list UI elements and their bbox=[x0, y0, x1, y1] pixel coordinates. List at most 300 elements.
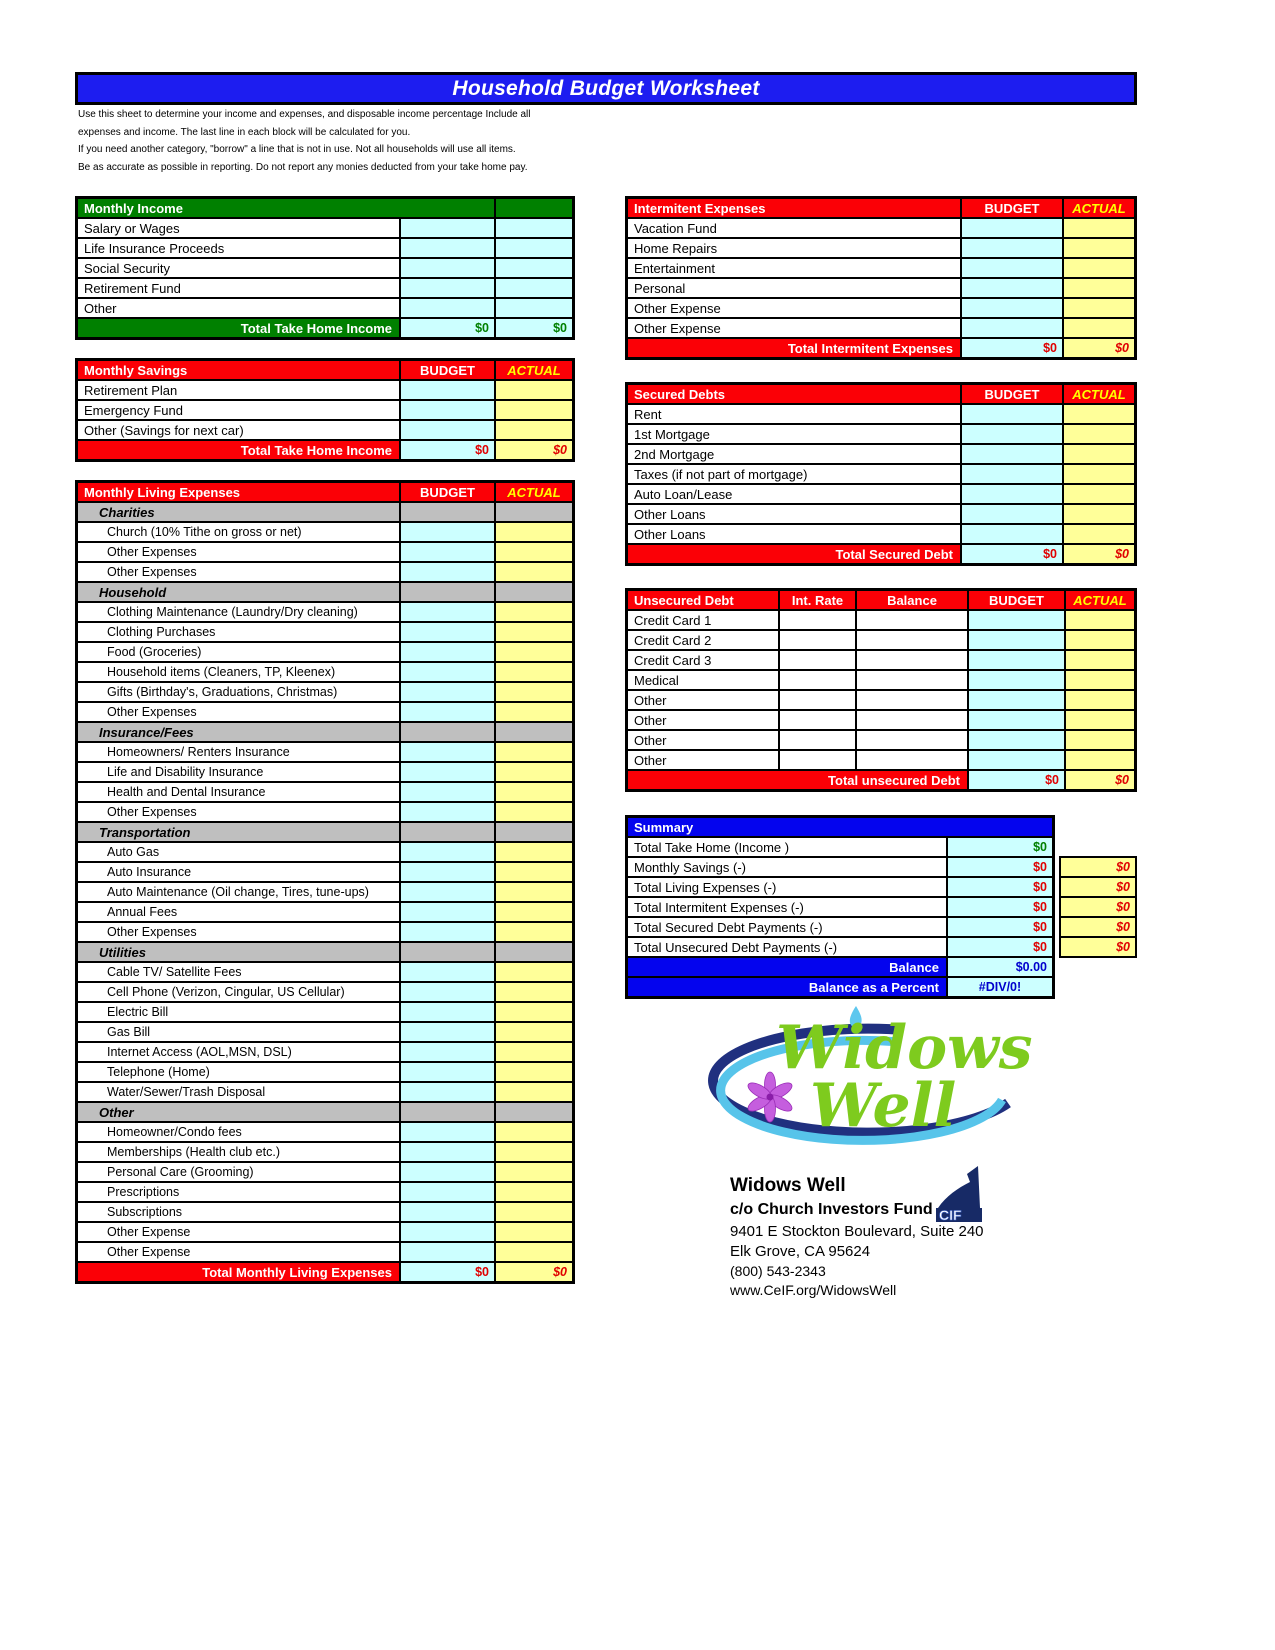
table-row bbox=[78, 883, 572, 901]
actual-input-cell[interactable] bbox=[496, 279, 572, 297]
actual-input-cell[interactable] bbox=[496, 563, 572, 581]
actual-input-cell[interactable] bbox=[496, 1143, 572, 1161]
table-row bbox=[628, 299, 1134, 317]
budget-input-cell[interactable] bbox=[401, 219, 494, 237]
actual-input-cell[interactable] bbox=[496, 783, 572, 801]
actual-input-cell[interactable] bbox=[496, 603, 572, 621]
table-title: Intermitent Expenses bbox=[628, 199, 960, 217]
row-label: Other bbox=[628, 731, 778, 749]
actual-input-cell[interactable] bbox=[1064, 465, 1134, 483]
budget-input-cell[interactable] bbox=[401, 1223, 494, 1241]
widows-well-logo-art bbox=[688, 998, 1032, 1156]
budget-input-cell[interactable] bbox=[969, 691, 1064, 709]
row-label: Other Loans bbox=[628, 505, 960, 523]
summary-table bbox=[625, 815, 1055, 999]
section-budget-cell bbox=[401, 943, 494, 961]
actual-input-cell[interactable] bbox=[496, 1203, 572, 1221]
budget-input-cell[interactable] bbox=[969, 651, 1064, 669]
actual-input-cell[interactable] bbox=[496, 299, 572, 317]
total-actual-value: $0 bbox=[496, 1263, 572, 1281]
budget-input-cell[interactable] bbox=[401, 523, 494, 541]
total-budget-value: $0 bbox=[401, 441, 494, 459]
budget-input-cell[interactable] bbox=[969, 711, 1064, 729]
table-row bbox=[78, 603, 572, 621]
monthly-income-table bbox=[75, 196, 575, 340]
table-row bbox=[78, 1243, 572, 1261]
table-row bbox=[78, 743, 572, 761]
total-budget-value: $0 bbox=[969, 771, 1064, 789]
table-row bbox=[78, 803, 572, 821]
section-label: Household bbox=[78, 583, 399, 601]
int-rate-input-cell[interactable] bbox=[780, 711, 855, 729]
budget-input-cell[interactable] bbox=[401, 543, 494, 561]
contact-name: Widows Well bbox=[730, 1175, 846, 1196]
contact-address-line2: Elk Grove, CA 95624 bbox=[730, 1243, 871, 1260]
actual-input-cell[interactable] bbox=[1064, 219, 1134, 237]
table-header-row bbox=[78, 361, 572, 379]
table-row bbox=[628, 445, 1134, 463]
row-label: Auto Maintenance (Oil change, Tires, tune-ups) bbox=[78, 883, 399, 901]
actual-input-cell[interactable] bbox=[496, 239, 572, 257]
total-label: Total Take Home Income bbox=[78, 319, 399, 337]
table-title: Monthly Income bbox=[78, 199, 494, 217]
budget-input-cell[interactable] bbox=[401, 803, 494, 821]
row-label: Other Expenses bbox=[78, 543, 399, 561]
actual-input-cell[interactable] bbox=[496, 401, 572, 419]
row-label: Gifts (Birthday's, Graduations, Christmas) bbox=[78, 683, 399, 701]
table-row bbox=[78, 1183, 572, 1201]
total-label: Total Take Home Income bbox=[78, 441, 399, 459]
budget-input-cell[interactable] bbox=[969, 751, 1064, 769]
budget-input-cell[interactable] bbox=[401, 1163, 494, 1181]
section-label: Other bbox=[78, 1103, 399, 1121]
section-label: Insurance/Fees bbox=[78, 723, 399, 741]
budget-input-cell[interactable] bbox=[401, 783, 494, 801]
table-title: Unsecured Debt bbox=[628, 591, 778, 609]
section-header-row bbox=[78, 823, 572, 841]
summary-budget-value: $0 bbox=[948, 858, 1052, 876]
budget-input-cell[interactable] bbox=[401, 683, 494, 701]
summary-row-label: Total Unsecured Debt Payments (-) bbox=[628, 938, 946, 956]
int-rate-input-cell[interactable] bbox=[780, 611, 855, 629]
row-label: Other Expense bbox=[628, 299, 960, 317]
budget-input-cell[interactable] bbox=[401, 279, 494, 297]
row-label: Food (Groceries) bbox=[78, 643, 399, 661]
budget-input-cell[interactable] bbox=[401, 903, 494, 921]
total-budget-value: $0 bbox=[401, 319, 494, 337]
actual-column-header: ACTUAL bbox=[1066, 591, 1134, 609]
budget-input-cell[interactable] bbox=[401, 883, 494, 901]
int-rate-input-cell[interactable] bbox=[780, 631, 855, 649]
section-budget-cell bbox=[401, 503, 494, 521]
section-header-row bbox=[78, 583, 572, 601]
table-row bbox=[78, 523, 572, 541]
row-label: Credit Card 3 bbox=[628, 651, 778, 669]
budget-input-cell[interactable] bbox=[401, 663, 494, 681]
actual-input-cell[interactable] bbox=[496, 883, 572, 901]
section-actual-cell bbox=[496, 1103, 572, 1121]
contact-address-line1: 9401 E Stockton Boulevard, Suite 240 bbox=[730, 1223, 984, 1240]
budget-input-cell[interactable] bbox=[962, 465, 1062, 483]
budget-input-cell[interactable] bbox=[969, 731, 1064, 749]
actual-input-cell[interactable] bbox=[1064, 299, 1134, 317]
actual-input-cell[interactable] bbox=[1064, 485, 1134, 503]
table-row bbox=[78, 381, 572, 399]
section-label: Charities bbox=[78, 503, 399, 521]
actual-input-cell[interactable] bbox=[1064, 259, 1134, 277]
row-label: Cable TV/ Satellite Fees bbox=[78, 963, 399, 981]
actual-input-cell[interactable] bbox=[496, 259, 572, 277]
actual-input-cell[interactable] bbox=[1066, 711, 1134, 729]
table-row bbox=[628, 319, 1134, 337]
actual-input-cell[interactable] bbox=[1064, 445, 1134, 463]
summary-budget-value: $0 bbox=[948, 898, 1052, 916]
row-label: Personal Care (Grooming) bbox=[78, 1163, 399, 1181]
table-row bbox=[78, 563, 572, 581]
section-header-row bbox=[78, 943, 572, 961]
intermitent-expenses-table bbox=[625, 196, 1137, 360]
actual-input-cell[interactable] bbox=[496, 1243, 572, 1261]
balance-input-cell[interactable] bbox=[857, 651, 967, 669]
row-label: Internet Access (AOL,MSN, DSL) bbox=[78, 1043, 399, 1061]
budget-column-header: BUDGET bbox=[962, 385, 1062, 403]
row-label: Other Expenses bbox=[78, 563, 399, 581]
table-header-row bbox=[78, 483, 572, 501]
contact-care-of: c/o Church Investors Fund bbox=[730, 1201, 933, 1218]
table-row bbox=[628, 505, 1134, 523]
row-label: Other bbox=[628, 711, 778, 729]
summary-row-label: Total Secured Debt Payments (-) bbox=[628, 918, 946, 936]
total-row bbox=[628, 339, 1134, 357]
row-label: Household items (Cleaners, TP, Kleenex) bbox=[78, 663, 399, 681]
actual-input-cell[interactable] bbox=[496, 219, 572, 237]
budget-input-cell[interactable] bbox=[401, 1003, 494, 1021]
budget-input-cell[interactable] bbox=[401, 259, 494, 277]
actual-input-cell[interactable] bbox=[1066, 651, 1134, 669]
actual-input-cell[interactable] bbox=[496, 803, 572, 821]
int-rate-input-cell[interactable] bbox=[780, 751, 855, 769]
table-row bbox=[628, 711, 1134, 729]
actual-input-cell[interactable] bbox=[1064, 279, 1134, 297]
actual-input-cell[interactable] bbox=[496, 743, 572, 761]
actual-input-cell[interactable] bbox=[496, 623, 572, 641]
total-label: Total Intermitent Expenses bbox=[628, 339, 960, 357]
balance-input-cell[interactable] bbox=[857, 611, 967, 629]
actual-input-cell[interactable] bbox=[496, 903, 572, 921]
total-label: Total unsecured Debt bbox=[628, 771, 967, 789]
budget-input-cell[interactable] bbox=[401, 1243, 494, 1261]
total-actual-value: $0 bbox=[1066, 771, 1134, 789]
actual-input-cell[interactable] bbox=[496, 1123, 572, 1141]
row-label: Taxes (if not part of mortgage) bbox=[628, 465, 960, 483]
table-row bbox=[78, 643, 572, 661]
budget-input-cell[interactable] bbox=[401, 743, 494, 761]
summary-actual-value: $0 bbox=[1061, 878, 1135, 896]
actual-input-cell[interactable] bbox=[496, 1003, 572, 1021]
table-row bbox=[78, 1083, 572, 1101]
row-label: Auto Gas bbox=[78, 843, 399, 861]
section-actual-cell bbox=[496, 583, 572, 601]
budget-input-cell[interactable] bbox=[962, 405, 1062, 423]
actual-input-cell[interactable] bbox=[496, 523, 572, 541]
table-row bbox=[78, 703, 572, 721]
table-title: Monthly Living Expenses bbox=[78, 483, 399, 501]
table-row bbox=[78, 783, 572, 801]
row-label: Other Expenses bbox=[78, 923, 399, 941]
balance-input-cell[interactable] bbox=[857, 671, 967, 689]
total-budget-value: $0 bbox=[962, 339, 1062, 357]
table-title: Summary bbox=[628, 818, 1052, 836]
table-row bbox=[78, 683, 572, 701]
budget-input-cell[interactable] bbox=[962, 445, 1062, 463]
actual-input-cell[interactable] bbox=[496, 381, 572, 399]
row-label: Credit Card 2 bbox=[628, 631, 778, 649]
summary-actual-value: $0 bbox=[1061, 858, 1135, 876]
actual-input-cell[interactable] bbox=[496, 1083, 572, 1101]
total-row bbox=[78, 441, 572, 459]
budget-input-cell[interactable] bbox=[962, 505, 1062, 523]
section-budget-cell bbox=[401, 723, 494, 741]
budget-input-cell[interactable] bbox=[401, 1023, 494, 1041]
contact-website: www.CeIF.org/WidowsWell bbox=[730, 1282, 897, 1298]
budget-input-cell[interactable] bbox=[401, 1083, 494, 1101]
table-row bbox=[628, 651, 1134, 669]
actual-input-cell[interactable] bbox=[496, 1183, 572, 1201]
total-label: Total Secured Debt bbox=[628, 545, 960, 563]
row-label: Homeowner/Condo fees bbox=[78, 1123, 399, 1141]
summary-row bbox=[628, 938, 1052, 956]
budget-input-cell[interactable] bbox=[962, 219, 1062, 237]
actual-input-cell[interactable] bbox=[496, 983, 572, 1001]
row-label: Rent bbox=[628, 405, 960, 423]
row-label: Gas Bill bbox=[78, 1023, 399, 1041]
summary-budget-value: $0 bbox=[948, 838, 1052, 856]
summary-budget-value: $0 bbox=[948, 938, 1052, 956]
int-rate-input-cell[interactable] bbox=[780, 691, 855, 709]
actual-input-cell[interactable] bbox=[1066, 691, 1134, 709]
table-row bbox=[628, 631, 1134, 649]
total-actual-value: $0 bbox=[1064, 339, 1134, 357]
budget-input-cell[interactable] bbox=[969, 671, 1064, 689]
actual-input-cell[interactable] bbox=[496, 923, 572, 941]
table-row bbox=[628, 671, 1134, 689]
table-row bbox=[78, 903, 572, 921]
budget-input-cell[interactable] bbox=[962, 485, 1062, 503]
budget-input-cell[interactable] bbox=[962, 259, 1062, 277]
balance-input-cell[interactable] bbox=[857, 711, 967, 729]
row-label: Water/Sewer/Trash Disposal bbox=[78, 1083, 399, 1101]
actual-input-cell[interactable] bbox=[1066, 751, 1134, 769]
row-label: Prescriptions bbox=[78, 1183, 399, 1201]
row-label: Auto Insurance bbox=[78, 863, 399, 881]
row-label: Personal bbox=[628, 279, 960, 297]
budget-input-cell[interactable] bbox=[401, 603, 494, 621]
table-header-row bbox=[628, 591, 1134, 609]
budget-input-cell[interactable] bbox=[969, 611, 1064, 629]
title-bar bbox=[75, 72, 1137, 105]
row-label: Clothing Maintenance (Laundry/Dry cleaning) bbox=[78, 603, 399, 621]
budget-input-cell[interactable] bbox=[401, 983, 494, 1001]
actual-column-header: ACTUAL bbox=[496, 483, 572, 501]
budget-input-cell[interactable] bbox=[401, 623, 494, 641]
table-row bbox=[78, 279, 572, 297]
row-label: Entertainment bbox=[628, 259, 960, 277]
row-label: 2nd Mortgage bbox=[628, 445, 960, 463]
summary-row bbox=[628, 838, 1052, 856]
section-actual-cell bbox=[496, 943, 572, 961]
int-rate-input-cell[interactable] bbox=[780, 731, 855, 749]
table-row bbox=[78, 963, 572, 981]
budget-input-cell[interactable] bbox=[962, 279, 1062, 297]
budget-input-cell[interactable] bbox=[401, 299, 494, 317]
actual-input-cell[interactable] bbox=[1064, 405, 1134, 423]
balance-input-cell[interactable] bbox=[857, 731, 967, 749]
row-label: Clothing Purchases bbox=[78, 623, 399, 641]
budget-input-cell[interactable] bbox=[401, 563, 494, 581]
summary-actual-value: $0 bbox=[1061, 918, 1135, 936]
row-label: Vacation Fund bbox=[628, 219, 960, 237]
summary-row bbox=[628, 878, 1052, 896]
actual-input-cell[interactable] bbox=[1064, 319, 1134, 337]
actual-input-cell[interactable] bbox=[496, 963, 572, 981]
actual-input-cell[interactable] bbox=[496, 643, 572, 661]
actual-input-cell[interactable] bbox=[496, 683, 572, 701]
total-label: Total Monthly Living Expenses bbox=[78, 1263, 399, 1281]
actual-input-cell[interactable] bbox=[496, 863, 572, 881]
balance-input-cell[interactable] bbox=[857, 691, 967, 709]
actual-input-cell[interactable] bbox=[496, 543, 572, 561]
contact-block bbox=[730, 1176, 984, 1297]
table-title: Monthly Savings bbox=[78, 361, 399, 379]
summary-row bbox=[628, 898, 1052, 916]
budget-input-cell[interactable] bbox=[401, 1063, 494, 1081]
budget-input-cell[interactable] bbox=[401, 763, 494, 781]
actual-input-cell[interactable] bbox=[496, 663, 572, 681]
section-header-row bbox=[78, 723, 572, 741]
budget-input-cell[interactable] bbox=[401, 1183, 494, 1201]
row-label: Other Expense bbox=[628, 319, 960, 337]
summary-row-label: Monthly Savings (-) bbox=[628, 858, 946, 876]
budget-input-cell[interactable] bbox=[962, 425, 1062, 443]
budget-input-cell[interactable] bbox=[401, 1143, 494, 1161]
balance-percent-label: Balance as a Percent bbox=[628, 978, 946, 996]
actual-input-cell[interactable] bbox=[496, 1163, 572, 1181]
actual-input-cell[interactable] bbox=[1066, 731, 1134, 749]
page-title: Household Budget Worksheet bbox=[452, 76, 760, 100]
actual-input-cell[interactable] bbox=[1064, 239, 1134, 257]
row-label: Other Expenses bbox=[78, 803, 399, 821]
row-label: Life Insurance Proceeds bbox=[78, 239, 399, 257]
actual-input-cell[interactable] bbox=[1066, 611, 1134, 629]
actual-input-cell[interactable] bbox=[1066, 631, 1134, 649]
budget-input-cell[interactable] bbox=[401, 381, 494, 399]
actual-input-cell[interactable] bbox=[496, 1063, 572, 1081]
balance-input-cell[interactable] bbox=[857, 631, 967, 649]
section-actual-cell bbox=[496, 503, 572, 521]
budget-input-cell[interactable] bbox=[962, 525, 1062, 543]
contact-phone: (800) 543-2343 bbox=[730, 1263, 826, 1279]
int-rate-input-cell[interactable] bbox=[780, 651, 855, 669]
budget-input-cell[interactable] bbox=[401, 643, 494, 661]
actual-column-header: ACTUAL bbox=[496, 361, 572, 379]
actual-input-cell[interactable] bbox=[1064, 525, 1134, 543]
total-actual-value: $0 bbox=[496, 319, 572, 337]
actual-input-cell[interactable] bbox=[496, 1223, 572, 1241]
row-label: Life and Disability Insurance bbox=[78, 763, 399, 781]
actual-input-cell[interactable] bbox=[1064, 505, 1134, 523]
table-row bbox=[628, 279, 1134, 297]
table-row bbox=[78, 1063, 572, 1081]
budget-input-cell[interactable] bbox=[401, 923, 494, 941]
table-row bbox=[628, 731, 1134, 749]
table-title: Secured Debts bbox=[628, 385, 960, 403]
actual-input-cell[interactable] bbox=[496, 703, 572, 721]
row-label: Home Repairs bbox=[628, 239, 960, 257]
section-budget-cell bbox=[401, 583, 494, 601]
budget-input-cell[interactable] bbox=[401, 843, 494, 861]
actual-input-cell[interactable] bbox=[496, 1043, 572, 1061]
balance-percent-row bbox=[628, 978, 1052, 996]
intro-line: If you need another category, "borrow" a line that is not in use. Not all households will use all items. bbox=[78, 144, 516, 155]
table-row bbox=[78, 763, 572, 781]
row-label: Electric Bill bbox=[78, 1003, 399, 1021]
actual-input-cell[interactable] bbox=[496, 1023, 572, 1041]
budget-input-cell[interactable] bbox=[401, 1043, 494, 1061]
row-label: Memberships (Health club etc.) bbox=[78, 1143, 399, 1161]
budget-input-cell[interactable] bbox=[962, 319, 1062, 337]
intro-line: Be as accurate as possible in reporting. Do not report any monies deducted from your take home pay. bbox=[78, 161, 528, 173]
budget-input-cell[interactable] bbox=[962, 239, 1062, 257]
total-budget-value: $0 bbox=[962, 545, 1062, 563]
cif-logo-text: CIF bbox=[939, 1207, 962, 1223]
row-label: Homeowners/ Renters Insurance bbox=[78, 743, 399, 761]
table-row bbox=[628, 425, 1134, 443]
budget-column-header: BUDGET bbox=[401, 361, 494, 379]
actual-input-cell[interactable] bbox=[496, 763, 572, 781]
int-rate-input-cell[interactable] bbox=[780, 671, 855, 689]
budget-input-cell[interactable] bbox=[401, 401, 494, 419]
budget-input-cell[interactable] bbox=[401, 963, 494, 981]
budget-input-cell[interactable] bbox=[401, 421, 494, 439]
table-header-row bbox=[628, 385, 1134, 403]
budget-input-cell[interactable] bbox=[401, 863, 494, 881]
table-row bbox=[78, 239, 572, 257]
budget-input-cell[interactable] bbox=[401, 1203, 494, 1221]
row-label: Subscriptions bbox=[78, 1203, 399, 1221]
table-row bbox=[628, 525, 1134, 543]
budget-input-cell[interactable] bbox=[401, 239, 494, 257]
budget-input-cell[interactable] bbox=[401, 703, 494, 721]
budget-input-cell[interactable] bbox=[969, 631, 1064, 649]
actual-input-cell[interactable] bbox=[496, 421, 572, 439]
table-row bbox=[628, 219, 1134, 237]
row-label: Retirement Fund bbox=[78, 279, 399, 297]
balance-input-cell[interactable] bbox=[857, 751, 967, 769]
balance-value: $0.00 bbox=[948, 958, 1052, 976]
row-label: Church (10% Tithe on gross or net) bbox=[78, 523, 399, 541]
actual-input-cell[interactable] bbox=[1064, 425, 1134, 443]
actual-input-cell[interactable] bbox=[496, 843, 572, 861]
actual-input-cell[interactable] bbox=[1066, 671, 1134, 689]
section-label: Utilities bbox=[78, 943, 399, 961]
table-row bbox=[78, 1123, 572, 1141]
budget-input-cell[interactable] bbox=[401, 1123, 494, 1141]
summary-actual-value: $0 bbox=[1061, 898, 1135, 916]
row-label: Other bbox=[628, 751, 778, 769]
monthly-living-expenses-table bbox=[75, 480, 575, 1284]
row-label: Emergency Fund bbox=[78, 401, 399, 419]
budget-input-cell[interactable] bbox=[962, 299, 1062, 317]
